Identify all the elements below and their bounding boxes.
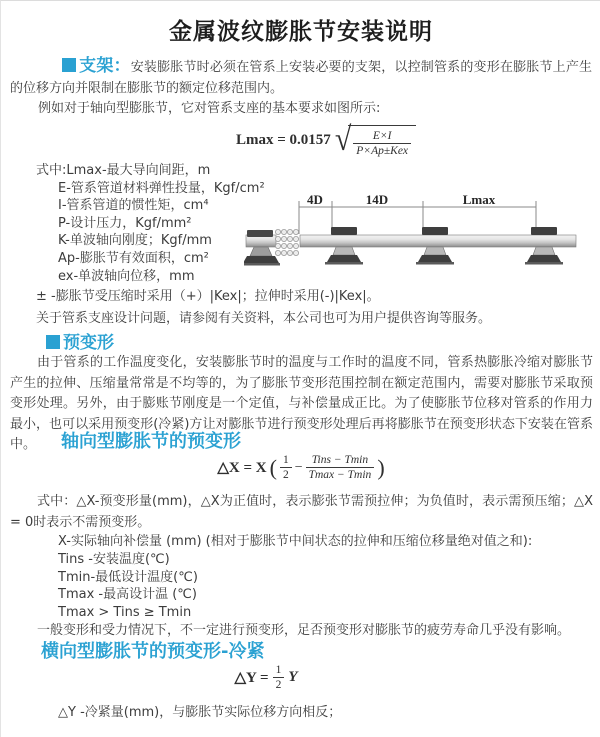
axial-subheading: 轴向型膨胀节的预变形 (61, 431, 241, 452)
temp-numerator: Tins − Tmin (306, 453, 375, 468)
page-title: 金属波纹膨胀节安装说明 (169, 19, 433, 45)
axial-item: Tmax -最高设计温 (℃) (58, 587, 197, 603)
close-paren: ) (377, 454, 385, 480)
section-square-icon (62, 58, 76, 72)
axial-item: Tmin-最低设计温度(℃) (58, 569, 198, 585)
dim-label-4d: 4D (307, 193, 323, 207)
section-square-icon (46, 335, 60, 349)
lateral-subheading: 横向型膨胀节的预变形-冷紧 (41, 641, 265, 662)
formula-lhs: Lmax = 0.0157 (236, 132, 331, 149)
temp-denominator: Tmax − Tmin (308, 469, 372, 482)
dim-label-lmax: Lmax (462, 193, 496, 207)
axial-formula (1, 453, 600, 483)
lateral-formula-rhs: Y (288, 669, 298, 686)
axial-variable-list (58, 533, 578, 622)
half-numerator: 1 (280, 453, 292, 468)
pipe-support-diagram (244, 193, 584, 273)
formula-denominator: P×Ap±Kex (356, 145, 409, 158)
half-denominator: 2 (275, 679, 282, 692)
axial-item: Tins -安装温度(℃) (58, 551, 170, 567)
definition-item: E-管系管道材料弹性投量，Kgf/cm² (58, 180, 265, 196)
guide-spacing-formula (236, 120, 416, 159)
definition-item: 式中:Lmax-最大导向间距，m (36, 163, 211, 178)
half-denominator: 2 (282, 469, 289, 482)
definition-pm-line: ± -膨胀节受压缩时采用（+）|Kex|；拉伸时采用(-)|Kex|。 (36, 289, 380, 304)
lateral-explain: △Y -冷紧量(mm)，与膨胀节实际位移方向相反； (58, 705, 342, 720)
axial-explain: 式中：△X-预变形量(mm)，△X为正值时，表示膨张节需预拉伸；为负值时，表示需预压缩；△X = 0时表示不需预变形。 (10, 494, 593, 530)
definition-item: I-管系管道的惯性矩，cm⁴ (58, 198, 209, 214)
axial-formula-lhs: △X = X (217, 460, 267, 477)
axial-note: 一般变形和受力情况下，不一定进行预变形，足否预变形对膨胀节的疲劳寿命几乎没有影响。 (37, 623, 571, 638)
radical-sign-icon: √ (334, 120, 352, 158)
predeform-body: 由于管系的工作温度变化，安装膨胀节时的温度与工作时的温度不同，管系热膨胀冷缩对膨胀节产生的拉伸、压缩量常常是不均等的，为了膨胀节变形范围控制在额定范围内，需要对膨胀节采取预变形处理。另外，由于膨账节刚度是一个定值，与补偿量成正比。为了使膨胀节位移对管系的作用力最小，也可以采用预变形(冷紧)方让对膨胀节进行预变形处理后再将膨胀节在预变形状态下安装在管系中。 (10, 355, 593, 452)
half-numerator: 1 (273, 663, 285, 678)
definition-item: K-单波轴向刚度；Kgf/mm (58, 233, 212, 249)
definition-item: ex-单波轴向位移，mm (58, 268, 195, 284)
axial-item: X-实际轴向补偿量 (mm) (相对于膨胀节中间状态的拉伸和压缩位移量绝对值之和): (58, 534, 533, 549)
bellows-icon (275, 229, 298, 255)
definition-item: Ap-膨胀节有效面积，cm² (58, 250, 209, 266)
support-section-label: 支架： (79, 56, 131, 76)
minus-sign: − (294, 459, 303, 475)
formula-definitions-list (36, 162, 276, 285)
formula-numerator: E×I (353, 129, 411, 144)
predeform-section-label: 预变形 (63, 333, 114, 353)
predeform-section-heading (46, 328, 114, 353)
lateral-formula (176, 663, 356, 693)
definition-item: P-设计压力，Kgf/mm² (58, 215, 192, 231)
support-example-line: 例如对于轴向型膨胀节，它对管系支座的基本要求如图所示: (38, 101, 381, 116)
lateral-formula-lhs: △Y = (234, 670, 269, 687)
dim-label-14d: 14D (365, 193, 389, 207)
support-intro-paragraph (10, 56, 592, 99)
axial-item: Tmax > Tins ≥ Tmin (58, 605, 192, 621)
open-paren: ( (269, 454, 277, 480)
sqrt-radical (334, 120, 416, 159)
support-note-line: 关于管系支座设计问题，请参阅有关资料，本公司也可为用户提供咨询等服务。 (36, 311, 492, 326)
support-intro-text: 安装膨胀节时必须在管系上安装必要的支架，以控制管系的变形在膨胀节上产生的位移方向并限制在膨胀节的额定位移范围内。 (10, 60, 592, 96)
